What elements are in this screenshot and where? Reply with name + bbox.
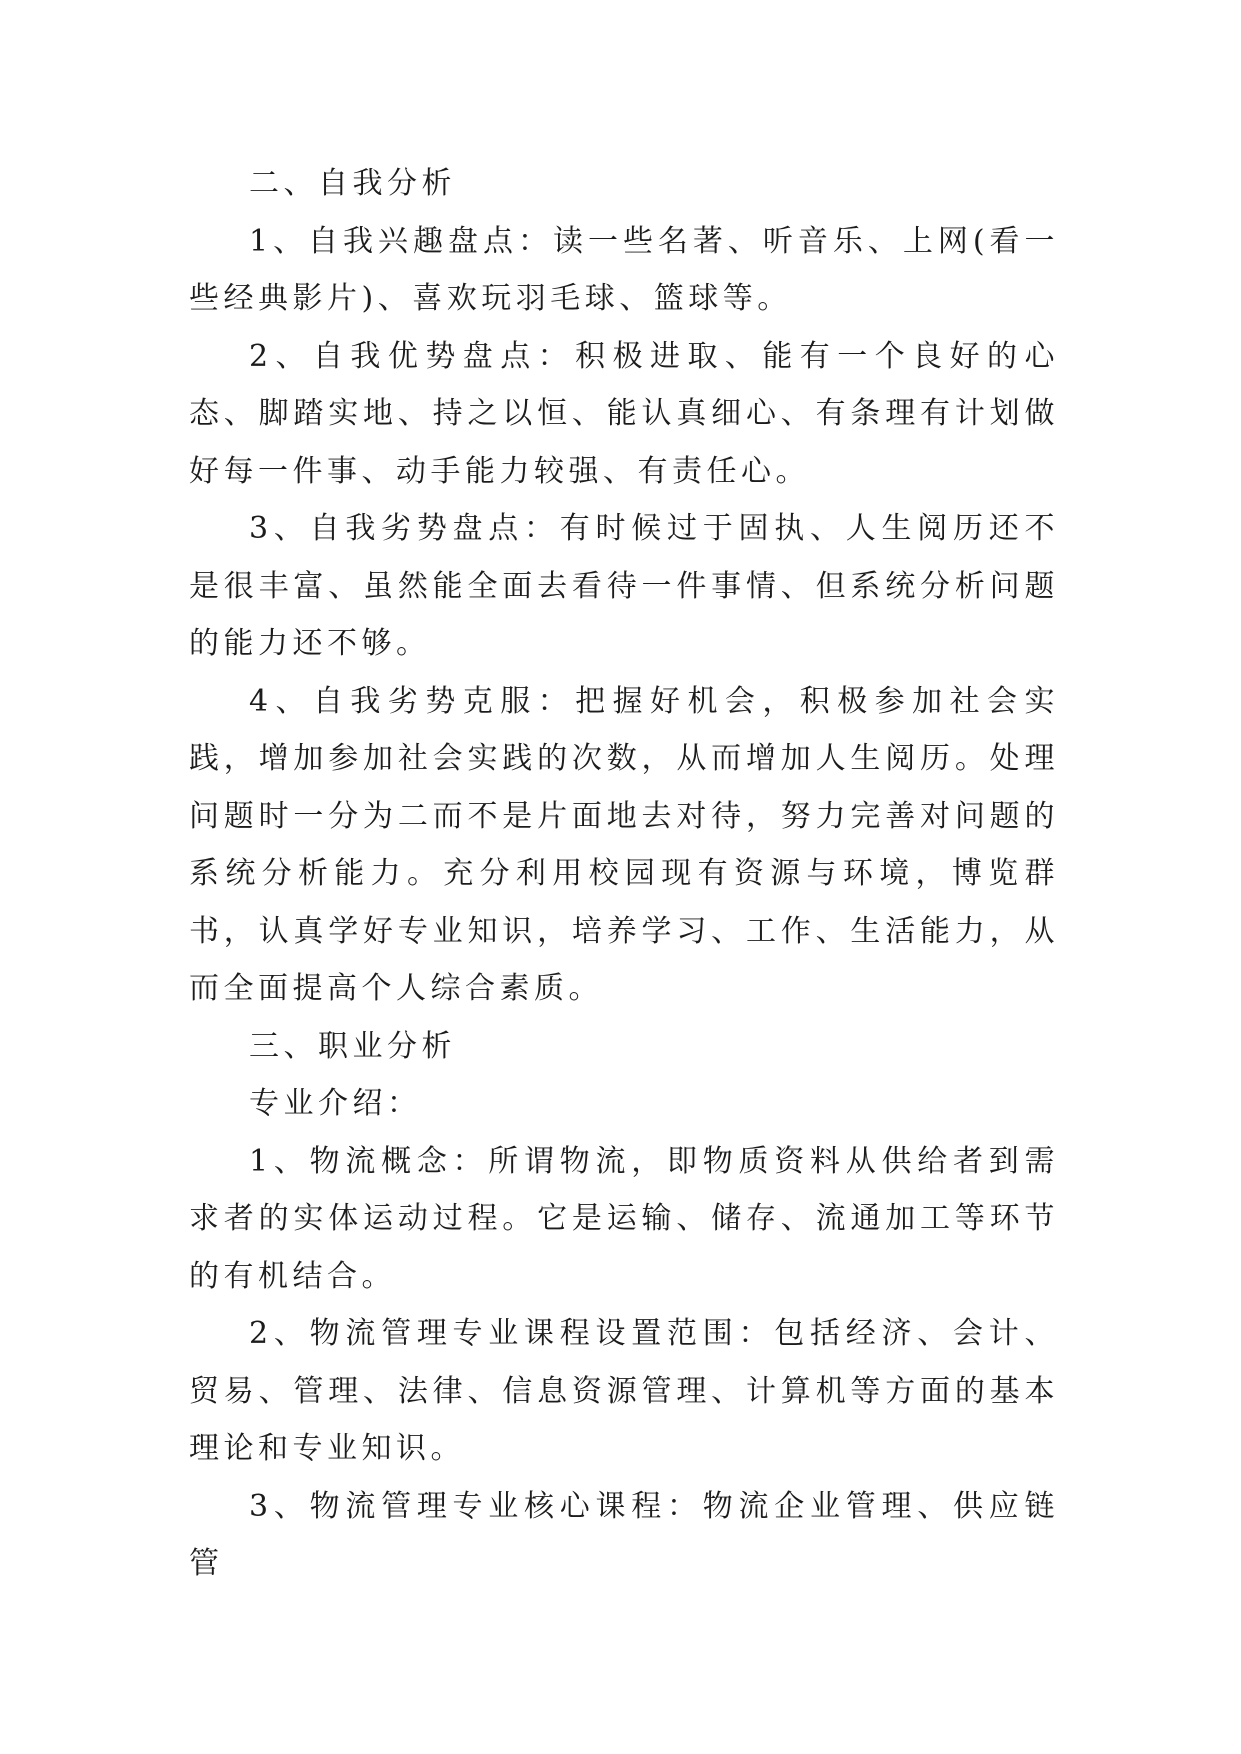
paragraph-overcoming-weaknesses: 4、自我劣势克服：把握好机会，积极参加社会实践，增加参加社会实践的次数，从而增加人生阅历。处理问题时一分为二而不是片面地去对待，努力完善对问题的系统分析能力。充分利用校园现有资源与环境，博览群书，认真学好专业知识，培养学习、工作、生活能力，从而全面提高个人综合素质。 [189, 683, 1059, 1006]
paragraph-strengths: 2、自我优势盘点：积极进取、能有一个良好的心态、脚踏实地、持之以恒、能认真细心、有条理有计划做好每一件事、动手能力较强、有责任心。 [189, 338, 1059, 489]
paragraph-interests: 1、自我兴趣盘点：读一些名著、听音乐、上网(看一些经典影片)、喜欢玩羽毛球、篮球等。 [189, 223, 1059, 316]
section-heading-self-analysis: 二、自我分析 [249, 166, 456, 201]
paragraph-course-scope: 2、物流管理专业课程设置范围：包括经济、会计、贸易、管理、法律、信息资源管理、计算机等方面的基本理论和专业知识。 [189, 1316, 1059, 1466]
paragraph-major-intro: 专业介绍： [249, 1086, 422, 1121]
paragraph-logistics-concept: 1、物流概念：所谓物流，即物质资料从供给者到需求者的实体运动过程。它是运输、储存、流通加工等环节的有机结合。 [189, 1143, 1059, 1294]
paragraph-weaknesses: 3、自我劣势盘点：有时候过于固执、人生阅历还不是很丰富、虽然能全面去看待一件事情、但系统分析问题的能力还不够。 [189, 511, 1059, 661]
section-heading-career-analysis: 三、职业分析 [249, 1028, 456, 1064]
document-body [189, 155, 1059, 1593]
paragraph-core-courses: 3、物流管理专业核心课程：物流企业管理、供应链管 [189, 1488, 1059, 1581]
